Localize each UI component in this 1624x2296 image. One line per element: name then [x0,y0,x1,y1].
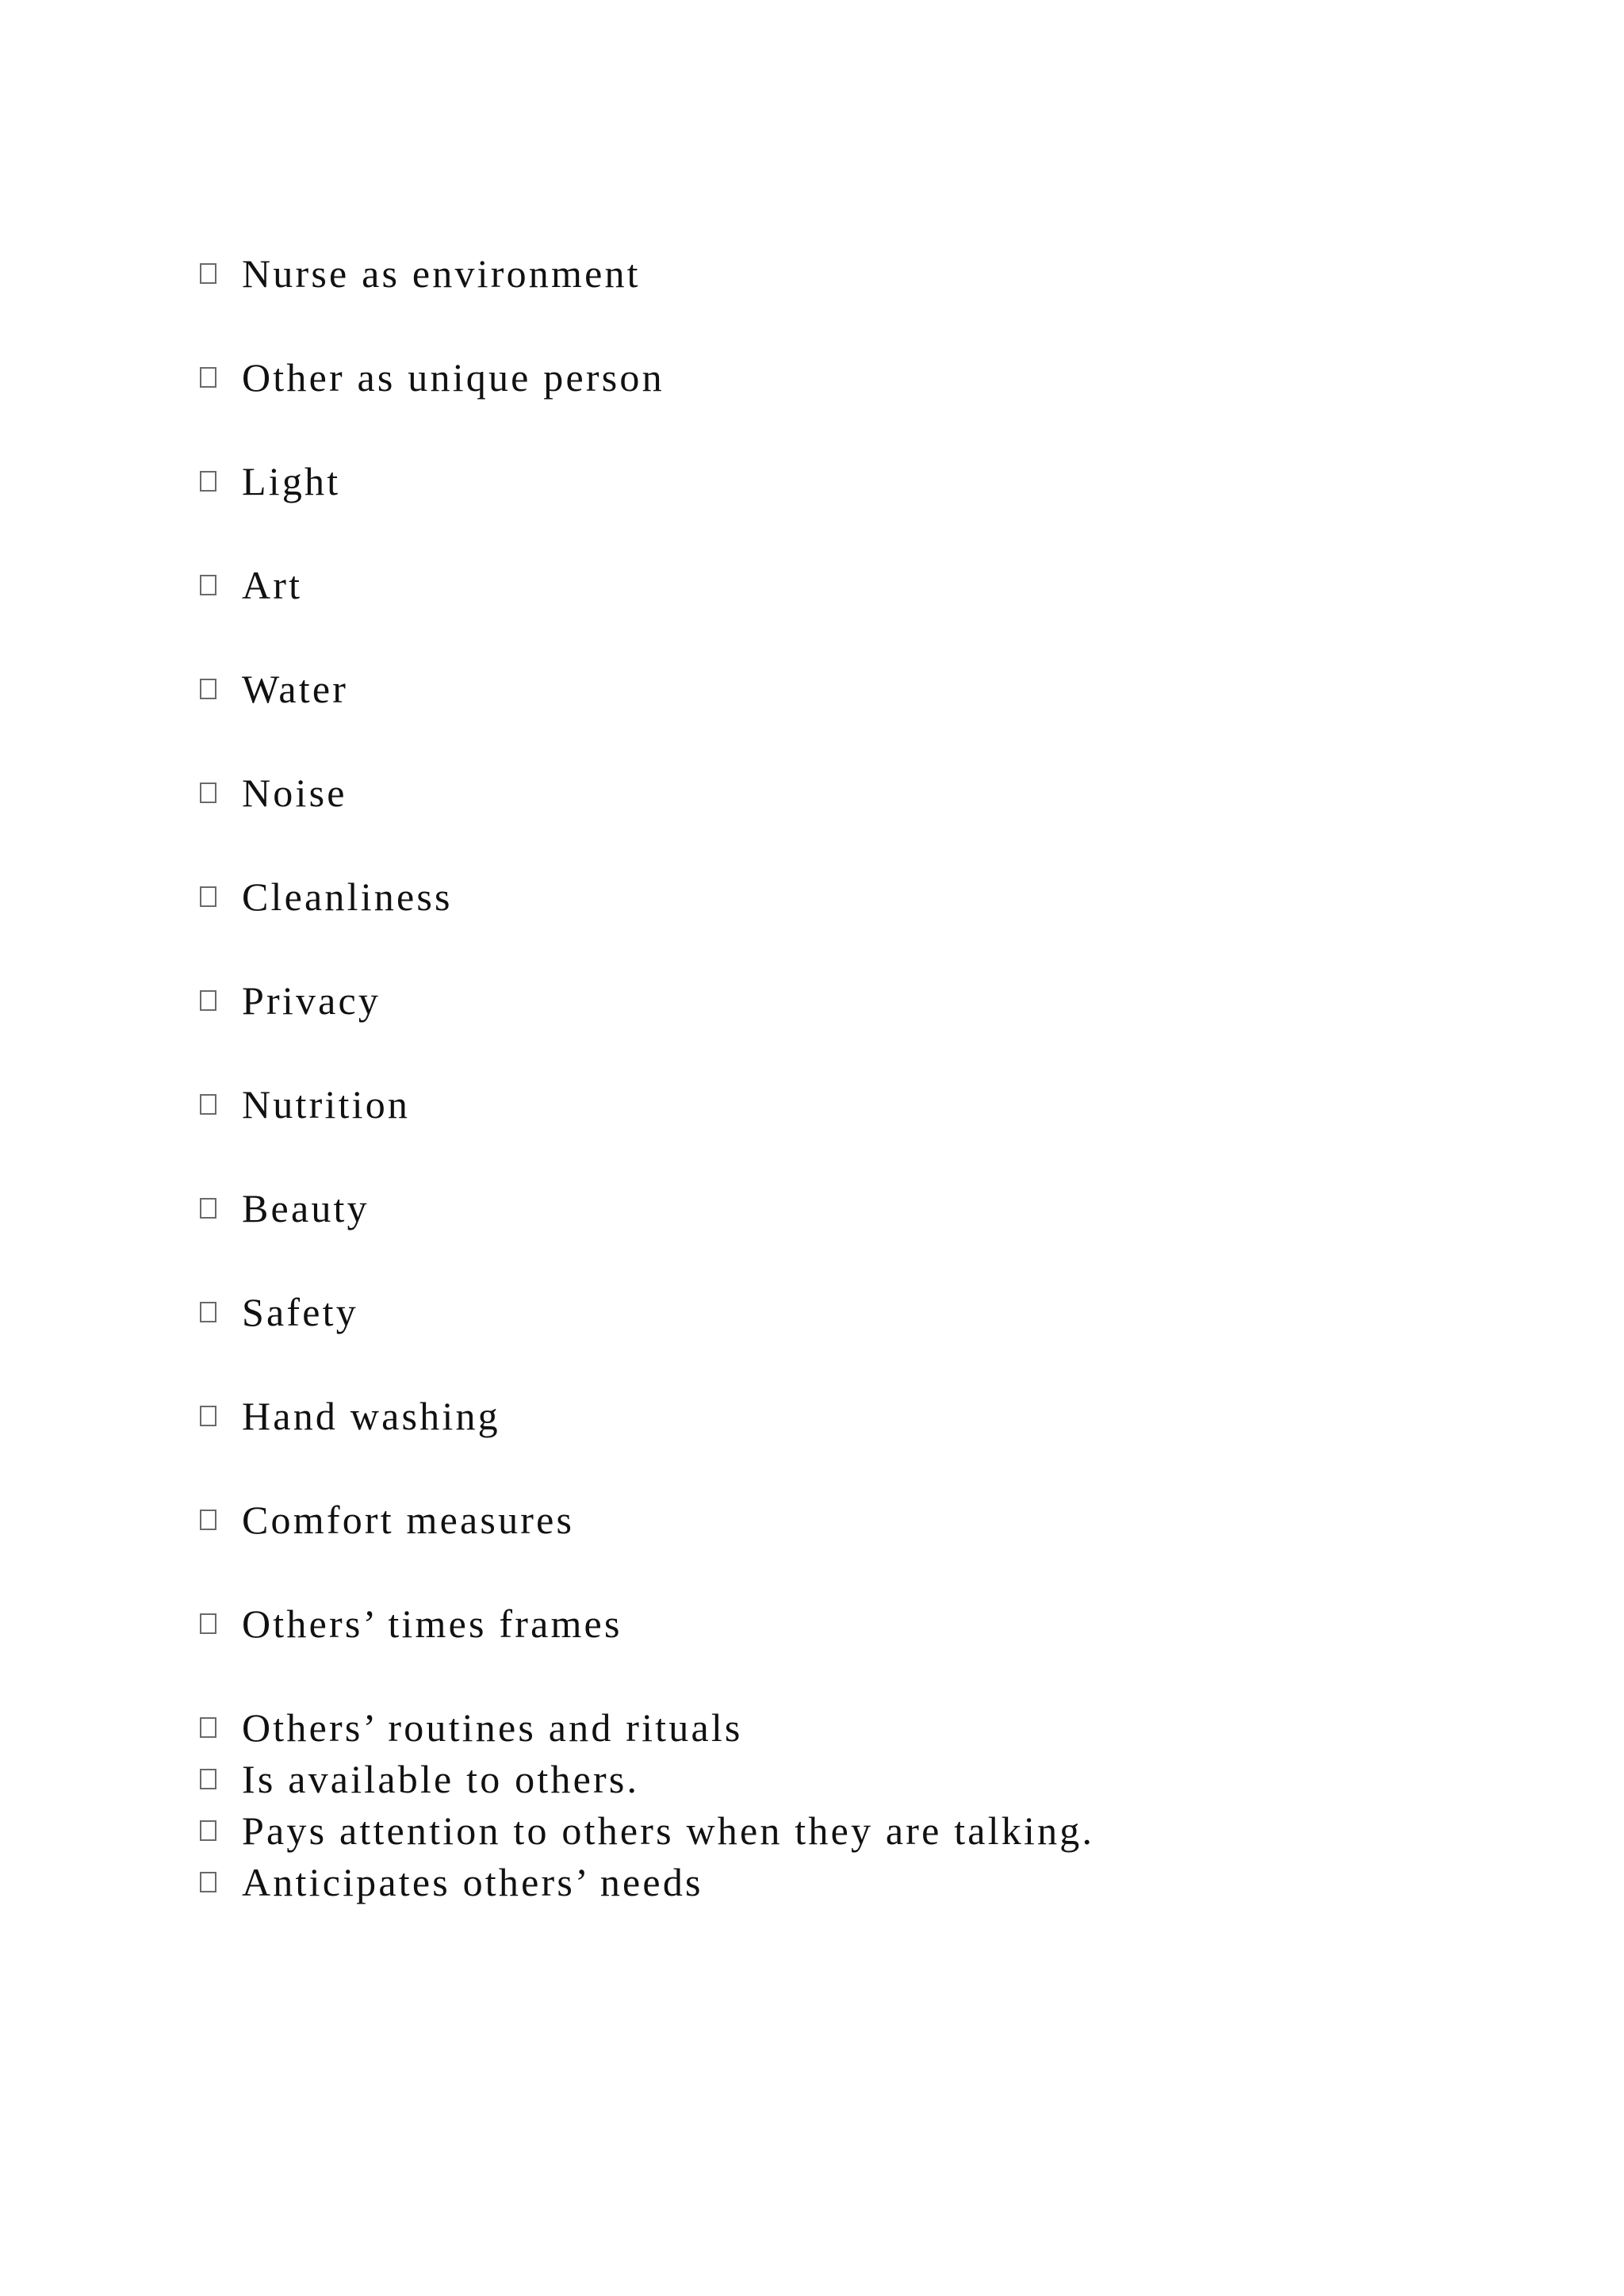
list-item-label: Is available to others. [242,1757,640,1801]
checkbox-icon [200,783,216,803]
list-item [200,1807,1094,1854]
list-item-label: Safety [242,1290,358,1334]
list-item [200,873,453,920]
checkbox-icon [200,1717,216,1738]
list-item-label: Privacy [242,978,381,1023]
list-item [200,1858,703,1906]
checkbox-icon [200,1769,216,1789]
list-item-label: Art [242,563,303,607]
list-item-label: Comfort measures [242,1498,575,1542]
checkbox-icon [200,1510,216,1530]
checkbox-icon [200,990,216,1011]
list-item [200,250,641,297]
checkbox-icon [200,1872,216,1892]
list-item-label: Hand washing [242,1394,500,1438]
list-item [200,977,381,1024]
list-item [200,354,665,401]
checkbox-icon [200,367,216,388]
checkbox-icon [200,1406,216,1426]
list-item-label: Beauty [242,1186,370,1230]
list-item [200,665,348,713]
checkbox-icon [200,1198,216,1219]
checkbox-icon [200,886,216,907]
list-item [200,1288,358,1336]
list-item [200,769,347,817]
checkbox-icon [200,575,216,595]
list-item-label: Other as unique person [242,355,665,400]
list-item [200,1081,410,1128]
checkbox-icon [200,471,216,492]
list-item-label: Pays attention to others when they are talking. [242,1808,1095,1853]
list-item [200,1392,500,1440]
list-item [200,1704,743,1751]
list-item-label: Light [242,459,341,503]
list-item-label: Others’ times frames [242,1601,622,1646]
checkbox-icon [200,1094,216,1115]
checkbox-icon [200,1613,216,1634]
list-item [200,1600,622,1647]
list-item-label: Nurse as environment [242,251,641,296]
list-item-label: Anticipates others’ needs [242,1860,703,1904]
list-item [200,1755,639,1803]
list-item [200,1184,370,1232]
list-item-label: Noise [242,771,347,815]
list-item-label: Nutrition [242,1082,411,1127]
list-item-label: Others’ routines and rituals [242,1705,743,1750]
checkbox-icon [200,679,216,699]
list-item [200,457,340,505]
list-item [200,1496,574,1544]
checkbox-icon [200,1302,216,1322]
checkbox-icon [200,263,216,284]
list-item-label: Water [242,667,349,711]
checkbox-icon [200,1820,216,1841]
list-item-label: Cleanliness [242,874,453,919]
list-item [200,561,302,609]
